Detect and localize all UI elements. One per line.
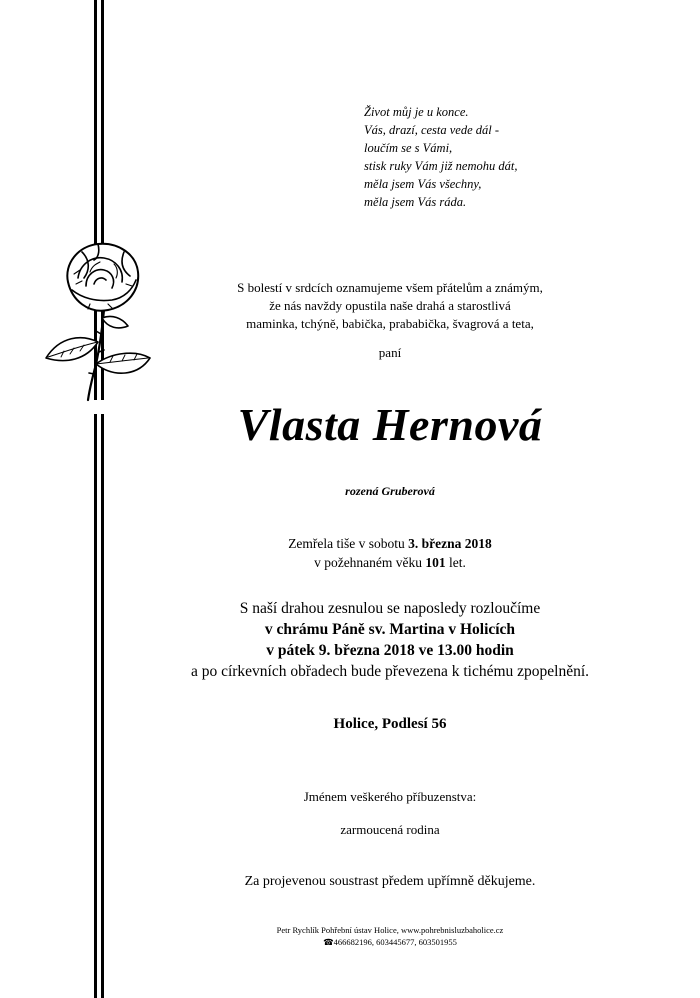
poem-line: Vás, drazí, cesta vede dál - — [364, 123, 500, 137]
ceremony-info — [110, 598, 670, 682]
intro-line: S bolestí v srdcích oznamujeme všem přátelům a známým, — [237, 280, 543, 295]
death-line-1 — [110, 534, 670, 553]
poem — [364, 103, 517, 211]
death-info — [110, 534, 670, 572]
intro-line: maminka, tchýně, babička, prababička, švagrová a teta, — [246, 316, 534, 331]
border-line-right — [101, 0, 104, 998]
death-text: Zemřela tiše v sobotu — [288, 536, 409, 551]
poem-line: měla jsem Vás všechny, — [364, 177, 482, 191]
ceremony-place: v chrámu Páně sv. Martina v Holicích — [264, 621, 516, 638]
ceremony-line-4: a po církevních obřadech bude převezena k tichému zpopelnění. — [190, 663, 590, 680]
poem-line: Život můj je u konce. — [364, 105, 469, 119]
relatives-label: Jménem veškerého příbuzenstva: — [303, 789, 477, 804]
thanks-text: Za projevenou soustrast předem upřímně děkujeme. — [244, 874, 536, 889]
age-value: 101 — [425, 555, 446, 570]
footer-phones: ☎466682196, 603445677, 603501955 — [323, 937, 457, 947]
intro-line: že nás navždy opustila naše drahá a starostlivá — [269, 298, 511, 313]
family-signature: zarmoucená rodina — [340, 822, 440, 837]
border-line-left — [94, 0, 97, 998]
age-text: v požehnaném věku — [314, 555, 426, 570]
deceased-name: Vlasta Hernová — [237, 399, 543, 450]
death-line-2 — [110, 553, 670, 572]
poem-line: stisk ruky Vám již nemohu dát, — [364, 159, 518, 173]
maiden-name: rozená Gruberová — [345, 484, 435, 498]
salutation: paní — [378, 345, 402, 360]
age-suffix: let. — [445, 555, 466, 570]
address: Holice, Podlesí 56 — [333, 716, 447, 732]
death-date: 3. března 2018 — [408, 536, 492, 551]
funeral-service-footer — [110, 924, 670, 948]
poem-line: loučím se s Vámi, — [364, 141, 453, 155]
announcement-intro — [110, 279, 670, 333]
ceremony-datetime: v pátek 9. března 2018 ve 13.00 hodin — [266, 642, 514, 659]
poem-line: měla jsem Vás ráda. — [364, 195, 467, 209]
footer-line-1: Petr Rychlík Pohřební ústav Holice, www.pohrebnisluzbaholice.cz — [276, 925, 504, 935]
ceremony-line-1: S naší drahou zesnulou se naposledy rozloučíme — [239, 600, 541, 617]
